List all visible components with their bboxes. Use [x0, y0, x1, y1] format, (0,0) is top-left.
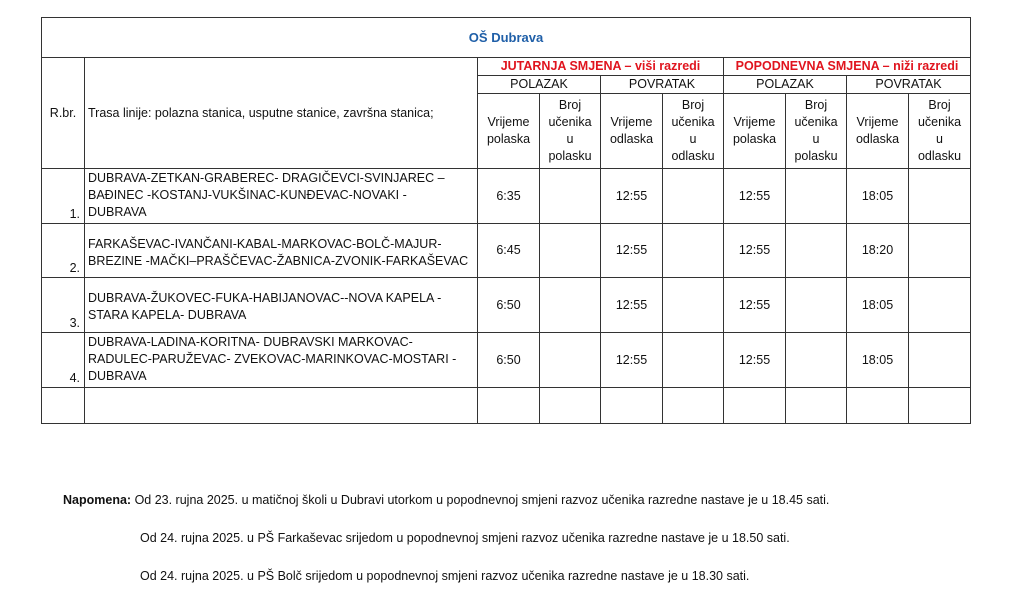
- morning-pupils-count: [540, 278, 601, 333]
- route-header: Trasa linije: polazna stanica, usputne stanice, završna stanica;: [85, 58, 478, 169]
- afternoon-pupils-count: [786, 278, 847, 333]
- afternoon-return-time: 18:05: [847, 278, 909, 333]
- vrijeme-polaska-header: Vrijeme polaska: [724, 94, 786, 169]
- row-number: 3.: [42, 278, 85, 333]
- morning-departure-time: 6:50: [478, 333, 540, 388]
- afternoon-return-pupils-count: [909, 333, 971, 388]
- morning-povratak-header: POVRATAK: [601, 76, 724, 94]
- broj-odlasku-header: Broj učenika u odlasku: [909, 94, 971, 169]
- bus-schedule-table: [41, 17, 971, 424]
- morning-departure-time: 6:35: [478, 169, 540, 224]
- afternoon-return-pupils-count: [909, 278, 971, 333]
- morning-return-pupils-count: [663, 224, 724, 278]
- route-cell: FARKAŠEVAC-IVANČANI-KABAL-MARKOVAC-BOLČ-MAJUR- BREZINE -MAČKI–PRAŠČEVAC-ŽABNICA-ZVONIK-FARKAŠEVAC: [85, 224, 478, 278]
- broj-polasku-header: Broj učenika u polasku: [540, 94, 601, 169]
- table-row: [42, 224, 971, 278]
- route-cell: DUBRAVA-ŽUKOVEC-FUKA-HABIJANOVAC--NOVA KAPELA - STARA KAPELA- DUBRAVA: [85, 278, 478, 333]
- morning-return-pupils-count: [663, 278, 724, 333]
- afternoon-return-pupils-count: [909, 224, 971, 278]
- morning-pupils-count: [540, 169, 601, 224]
- afternoon-return-time: 18:05: [847, 333, 909, 388]
- morning-return-time: 12:55: [601, 333, 663, 388]
- table-row-empty: [42, 388, 971, 424]
- afternoon-departure-time: 12:55: [724, 224, 786, 278]
- afternoon-shift-header: POPODNEVNA SMJENA – niži razredi: [724, 58, 971, 76]
- row-number: 1.: [42, 169, 85, 224]
- note-line-1: Napomena: Od 23. rujna 2025. u matičnoj školi u Dubravi utorkom u popodnevnoj smjeni razvoz učenika razredne nastave je u 18.45 sati.: [63, 493, 830, 507]
- table-row: [42, 333, 971, 388]
- morning-return-time: 12:55: [601, 169, 663, 224]
- morning-departure-time: 6:45: [478, 224, 540, 278]
- afternoon-return-time: 18:05: [847, 169, 909, 224]
- row-number: 2.: [42, 224, 85, 278]
- broj-odlasku-header: Broj učenika u odlasku: [663, 94, 724, 169]
- afternoon-pupils-count: [786, 169, 847, 224]
- school-title: OŠ Dubrava: [42, 18, 971, 58]
- morning-return-pupils-count: [663, 169, 724, 224]
- rbr-header: R.br.: [42, 58, 85, 169]
- vrijeme-polaska-header: Vrijeme polaska: [478, 94, 540, 169]
- afternoon-polazak-header: POLAZAK: [724, 76, 847, 94]
- table-row: [42, 278, 971, 333]
- afternoon-return-pupils-count: [909, 169, 971, 224]
- route-cell: DUBRAVA-LADINA-KORITNA- DUBRAVSKI MARKOVAC- RADULEC-PARUŽEVAC- ZVEKOVAC-MARINKOVAC-MOSTARI - DUBRAVA: [85, 333, 478, 388]
- afternoon-return-time: 18:20: [847, 224, 909, 278]
- morning-return-time: 12:55: [601, 224, 663, 278]
- afternoon-departure-time: 12:55: [724, 333, 786, 388]
- note-line-3: Od 24. rujna 2025. u PŠ Bolč srijedom u popodnevnoj smjeni razvoz učenika razredne nastave je u 18.30 sati.: [140, 569, 750, 583]
- morning-shift-header: JUTARNJA SMJENA – viši razredi: [478, 58, 724, 76]
- afternoon-departure-time: 12:55: [724, 278, 786, 333]
- table-row: [42, 169, 971, 224]
- afternoon-pupils-count: [786, 224, 847, 278]
- morning-return-pupils-count: [663, 333, 724, 388]
- morning-return-time: 12:55: [601, 278, 663, 333]
- afternoon-pupils-count: [786, 333, 847, 388]
- afternoon-povratak-header: POVRATAK: [847, 76, 971, 94]
- broj-polasku-header: Broj učenika u polasku: [786, 94, 847, 169]
- route-cell: DUBRAVA-ZETKAN-GRABEREC- DRAGIČEVCI-SVINJAREC – BAĐINEC -KOSTANJ-VUKŠINAC-KUNĐEVAC-NOVAKI - DUBRAVA: [85, 169, 478, 224]
- morning-polazak-header: POLAZAK: [478, 76, 601, 94]
- note-label: Napomena:: [63, 493, 132, 507]
- afternoon-departure-time: 12:55: [724, 169, 786, 224]
- vrijeme-odlaska-header: Vrijeme odlaska: [601, 94, 663, 169]
- note-line-2: Od 24. rujna 2025. u PŠ Farkaševac srijedom u popodnevnoj smjeni razvoz učenika razredne nastave je u 18.50 sati.: [140, 531, 790, 545]
- morning-pupils-count: [540, 333, 601, 388]
- vrijeme-odlaska-header: Vrijeme odlaska: [847, 94, 909, 169]
- row-number: 4.: [42, 333, 85, 388]
- morning-pupils-count: [540, 224, 601, 278]
- morning-departure-time: 6:50: [478, 278, 540, 333]
